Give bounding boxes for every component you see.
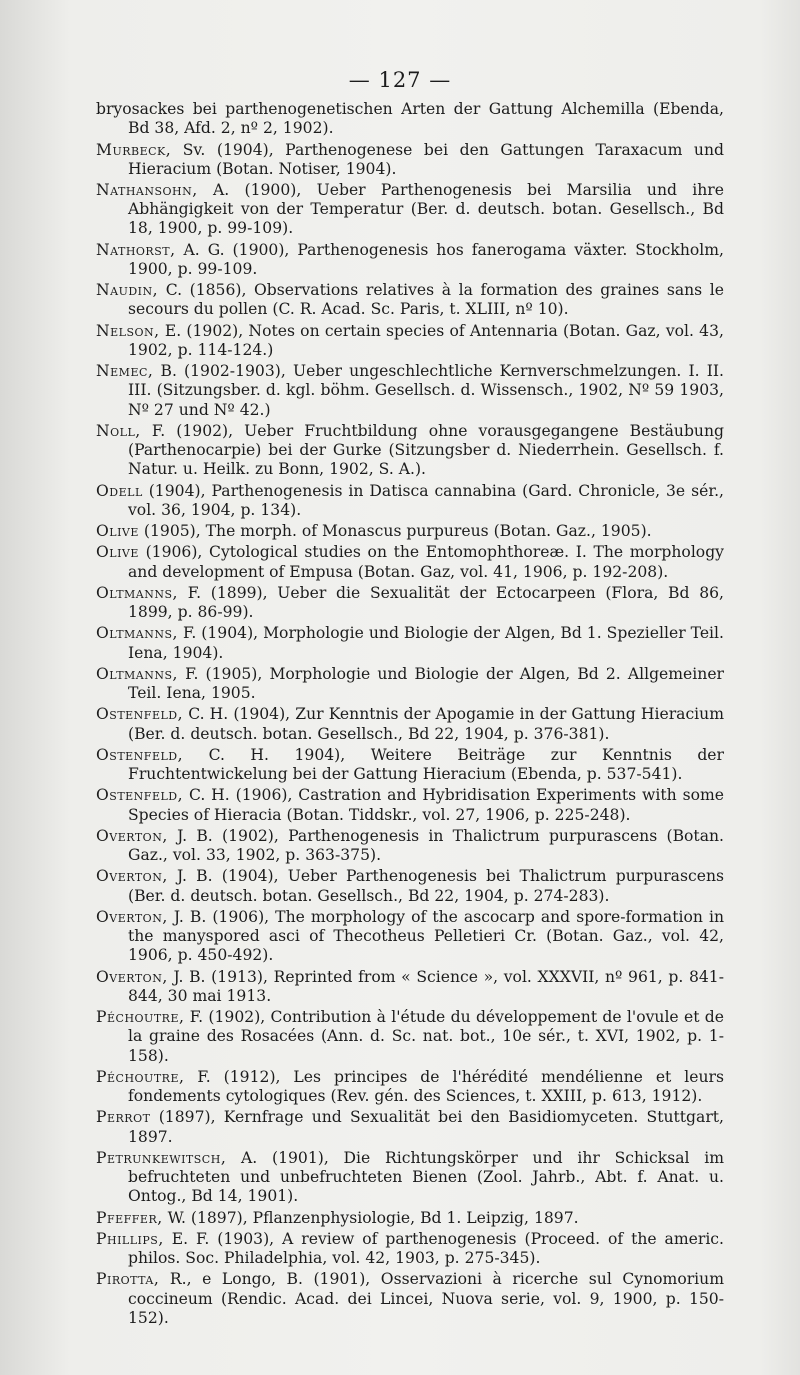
entry-author: Olive [96, 543, 139, 562]
entry-author: Murbeck, [96, 140, 172, 159]
bibliography-entry [96, 1008, 724, 1066]
entry-text: (1904), Parthenogenesis in Datisca cannabina (Gard. Chronicle, 3e sér., vol. 36, 1904, p. 134). [128, 481, 724, 519]
entry-text: bryosackes bei parthenogenetischen Arten der Gattung Alchemilla (Ebenda, Bd 38, Afd. 2, nº 2, 1902). [96, 100, 724, 138]
entry-text: F. (1902), Contribution à l'étude du développement de l'ovule et de la graine des Rosacées (Ann. d. Sc. nat. bot., 10e sér., t. XVI, 1902, p. 1-158). [128, 1008, 724, 1065]
bibliography-entry [96, 543, 724, 581]
bibliography-entry [96, 665, 724, 703]
bibliography-entry [96, 827, 724, 865]
bibliography-entry [96, 786, 724, 824]
bibliography-entry [96, 482, 724, 520]
bibliography-entry [96, 705, 724, 743]
entry-text: J. B. (1902), Parthenogenesis in Thalictrum purpurascens (Botan. Gaz., vol. 33, 1902, p. 363-375). [128, 826, 724, 865]
entry-text: J. B. (1906), The morphology of the ascocarp and spore-formation in the manyspored asci of Thecotheus Pelletieri Cr. (Botan. Gaz., vol. 42, 1906, p. 450-492). [128, 907, 724, 965]
entry-text: B. (1902-1903), Ueber ungeschlechtliche Kernverschmelzungen. I. II. III. (Sitzungsber. d. kgl. böhm. Gesellsch. d. Wissensch., 1902, Nº 59 1903, Nº 27 und Nº 42.) [128, 362, 724, 419]
bibliography-entry [96, 100, 724, 138]
bibliography-entry [96, 1149, 724, 1207]
bibliography-entry [96, 1209, 724, 1228]
entry-author: Oltmanns, [96, 583, 178, 602]
bibliography-entry [96, 624, 724, 662]
entry-text: E. (1902), Notes on certain species of Antennaria (Botan. Gaz, vol. 43, 1902, p. 114-124.) [128, 321, 724, 359]
entry-author: Phillips, [96, 1229, 164, 1248]
entry-text: C. H. (1906), Castration and Hybridisation Experiments with some Species of Hieracia (Botan. Tiddskr., vol. 27, 1906, p. 225-248). [128, 786, 724, 824]
bibliography-entry [96, 141, 724, 179]
bibliography-entry [96, 422, 724, 480]
entry-author: Péchoutre, [96, 1067, 185, 1086]
entry-text: (1897), Kernfrage und Sexualität bei den Basidiomyceten. Stuttgart, 1897. [128, 1108, 724, 1146]
bibliography-entry [96, 322, 724, 360]
entry-author: Nelson, [96, 321, 160, 340]
entry-author: Petrunkewitsch, [96, 1148, 227, 1167]
bibliography-entry [96, 867, 724, 905]
entry-author: Overton, [96, 826, 168, 845]
entry-author: Péchoutre, [96, 1008, 185, 1027]
entry-author: Odell [96, 481, 143, 500]
bibliography-entry [96, 362, 724, 420]
entry-author: Ostenfeld, [96, 745, 184, 764]
bibliography-list [96, 100, 724, 1330]
entry-text: J. B. (1904), Ueber Parthenogenesis bei Thalictrum purpurascens (Ber. d. deutsch. botan. Gesellsch., Bd 22, 1904, p. 274-283). [128, 867, 724, 905]
bibliography-entry [96, 968, 724, 1006]
entry-text: F. (1904), Morphologie und Biologie der Algen, Bd 1. Spezieller Teil. Iena, 1904). [128, 624, 724, 662]
bibliography-entry [96, 1270, 724, 1328]
bibliography-entry [96, 281, 724, 319]
entry-author: Overton, [96, 967, 168, 986]
entry-text: F. (1902), Ueber Fruchtbildung ohne vorausgegangene Bestäubung (Parthenocarpie) bei der Gurke (Sitzungsber d. Niederrhein. Gesellsch. f. Natur. u. Heilk. zu Bonn, 1902, S. A.). [128, 421, 724, 479]
bibliography-entry [96, 181, 724, 239]
entry-text: C. (1856), Observations relatives à la formation des graines sans le secours du pollen (C. R. Acad. Sc. Paris, t. XLIII, nº 10). [128, 281, 724, 319]
entry-author: Pfeffer, [96, 1208, 163, 1227]
entry-text: F. (1905), Morphologie und Biologie der Algen, Bd 2. Allgemeiner Teil. Iena, 1905. [128, 664, 725, 703]
entry-text: (1905), The morph. of Monascus purpureus (Botan. Gaz., 1905). [143, 522, 652, 541]
bibliography-entry [96, 522, 724, 541]
bibliography-entry [96, 746, 724, 784]
entry-author: Naudin, [96, 281, 159, 300]
entry-text: A. (1900), Ueber Parthenogenesis bei Marsilia und ihre Abhängigkeit von der Temperatur (Ber. d. deutsch. botan. Gesellsch., Bd 18, 1900, p. 99-109). [128, 181, 724, 238]
bibliography-entry [96, 1068, 724, 1106]
bibliography-entry [96, 1108, 724, 1146]
entry-text: F. (1912), Les principes de l'hérédité mendélienne et leurs fondements cytologiques (Rev. gén. des Sciences, t. XXIII, p. 613, 1912). [128, 1067, 724, 1106]
entry-author: Noll, [96, 421, 141, 440]
entry-author: Oltmanns, [96, 624, 178, 643]
bibliography-entry [96, 1230, 724, 1268]
entry-author: Perrot [96, 1108, 151, 1127]
entry-text: F. (1899), Ueber die Sexualität der Ectocarpeen (Flora, Bd 86, 1899, p. 86-99). [128, 583, 724, 622]
entry-text: A. (1901), Die Richtungskörper und ihr Schicksal im befruchteten und unbefruchteten Bienen (Zool. Jahrb., Abt. f. Anat. u. Ontog., Bd 14, 1901). [128, 1148, 724, 1206]
entry-author: Ostenfeld, [96, 786, 184, 805]
bibliography-entry [96, 908, 724, 966]
entry-text: Sv. (1904), Parthenogenese bei den Gattungen Taraxacum und Hieracium (Botan. Notiser, 1904). [128, 140, 724, 178]
entry-author: Overton, [96, 907, 168, 926]
entry-text: W. (1897), Pflanzenphysiologie, Bd 1. Leipzig, 1897. [167, 1208, 579, 1227]
entry-author: Pirotta, [96, 1270, 160, 1289]
entry-author: Nathorst, [96, 240, 176, 259]
entry-author: Nemec, [96, 362, 154, 381]
entry-text: A. G. (1900), Parthenogenesis hos fanerogama växter. Stockholm, 1900, p. 99-109. [128, 240, 724, 278]
entry-text: C. H. 1904), Weitere Beiträge zur Kenntnis der Fruchtentwickelung bei der Gattung Hieracium (Ebenda, p. 537-541). [128, 745, 724, 784]
bibliography-entry [96, 584, 724, 622]
entry-text: E. F. (1903), A review of parthenogenesis (Proceed. of the americ. philos. Soc. Philadelphia, vol. 42, 1903, p. 275-345). [128, 1229, 724, 1268]
page-number: — 127 — [348, 68, 452, 92]
entry-author: Nathansohn, [96, 181, 198, 199]
bibliography-entry [96, 241, 724, 279]
entry-text: (1906), Cytological studies on the Entomophthoreæ. I. The morphology and development of Empusa (Botan. Gaz, vol. 41, 1906, p. 192-208). [128, 543, 724, 581]
entry-text: J. B. (1913), Reprinted from « Science », vol. XXXVII, nº 961, p. 841-844, 30 mai 1913. [128, 967, 724, 1005]
entry-author: Olive [96, 522, 139, 541]
entry-author: Ostenfeld, [96, 705, 184, 724]
entry-text: R., e Longo, B. (1901), Osservazioni à ricerche sul Cynomorium coccineum (Rendic. Acad. dei Lincei, Nuova serie, vol. 9, 1900, p. 150-152). [128, 1270, 724, 1327]
entry-text: C. H. (1904), Zur Kenntnis der Apogamie in der Gattung Hieracium (Ber. d. deutsch. botan. Gesellsch., Bd 22, 1904, p. 376-381). [128, 705, 724, 743]
entry-author: Overton, [96, 867, 168, 886]
entry-author: Oltmanns, [96, 664, 178, 683]
